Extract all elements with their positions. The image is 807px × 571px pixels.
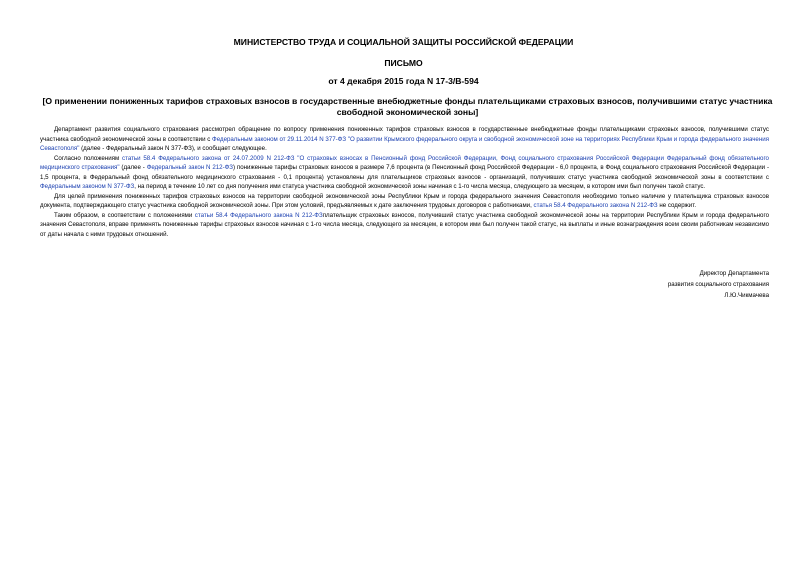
law-link[interactable]: статьи 58.4 Федерального закона от 24.07.2009 N 212-ФЗ "О страховых взносах в Пенсионный фонд Российской Федерации, Фонд социального страхования Российской Федерации Федеральный фонд обязательного медицинского страхования" [40, 154, 769, 171]
paragraph-text: Департамент развития социального страхования рассмотрел обращение по вопросу применения пониженных тарифов страховых взносов в государственные внебюджетные фонды плательщиками страховых взносов, получившими статус участника свободной экономической зоны в соответствии с [40, 126, 769, 143]
paragraph-text: ) пониженные тарифы страховых взносов в размере 7,6 процента (в Пенсионный фонд Российской Федерации - 6,0 процента, в Фонд социального страхования Российской Федерации - 1,5 процента, в Федеральный фонд обязательного медицинского страхования - 0,1 процента) установлены для плательщиков страховых взносов - организаций, получивших статус участника свободной экономической зоны в соответствии с [40, 164, 769, 181]
paragraph-text: Таким образом, в соответствии с положениями [54, 211, 195, 219]
law-link[interactable]: статьи 58.4 Федерального закона N 212-ФЗ [194, 211, 323, 219]
signatory-position: Директор Департамента [699, 270, 769, 277]
signature-block [668, 268, 769, 301]
paragraph-text: плательщик страховых взносов, получивший статус участника свободной экономической зоны на территории Республики Крым и города федерального значения Севастополя, вправе применять пониженные тарифы страховых взносов начиная с 1-го числа месяца, следующего за месяцем, в котором ими был получен такой статус, на выплаты и иные вознаграждения всем своим работникам независимо от даты начала с ними трудовых отношений. [40, 211, 769, 238]
paragraph-2 [40, 154, 769, 192]
paragraph-text: , на период в течение 10 лет со дня получения ими статуса участника свободной экономической зоны начиная с 1-го числа месяца, следующего за месяцем, в котором ими был получен такой статус. [134, 183, 706, 190]
paragraph-1 [40, 125, 769, 154]
law-link[interactable]: Федеральным законом N 377-ФЗ [40, 183, 135, 190]
paragraph-text: не содержит. [657, 202, 697, 209]
document-date-number: от 4 декабря 2015 года N 17-3/В-594 [328, 76, 479, 86]
paragraph-text: (далее - [119, 164, 147, 171]
law-link[interactable]: статья 58.4 Федерального закона N 212-ФЗ [533, 202, 658, 209]
document-title: [О применении пониженных тарифов страховых взносов в государственные внебюджетные фонды плательщиками страховых взносов, получившими статус участника свободной экономической зоны] [42, 96, 773, 117]
paragraph-3 [40, 192, 769, 211]
paragraph-text: Для целей применения пониженных тарифов страховых взносов на территории свободной экономической зоны Республики Крым и города федерального значения Севастополя необходимо только наличие у плательщика страховых взносов документа, подтверждающего статус участника свободной экономической зоны. При этом условий, предъявляемых к дате заключения трудовых договоров с работниками, [40, 192, 769, 209]
paragraph-text: (далее - Федеральный закон N 377-ФЗ), и сообщает следующее. [79, 145, 267, 152]
law-link[interactable]: Федеральным законом от 29.11.2014 N 377-ФЗ "О развитии Крымского федерального округа и свободной экономической зоне на территориях Республики Крым и города федерального значения Севастополя" [40, 135, 769, 152]
document-type: ПИСЬМО [384, 58, 423, 68]
paragraph-text: Согласно положениям [54, 154, 123, 162]
paragraph-4 [40, 211, 769, 240]
signatory-department: развития социального страхования [667, 281, 769, 288]
signatory-name: Л.Ю.Чикмачева [724, 292, 769, 299]
document-body [40, 125, 769, 239]
ministry-heading: МИНИСТЕРСТВО ТРУДА И СОЦИАЛЬНОЙ ЗАЩИТЫ РОССИЙСКОЙ ФЕДЕРАЦИИ [233, 37, 574, 47]
law-link[interactable]: Федеральный закон N 212-ФЗ [146, 164, 233, 171]
